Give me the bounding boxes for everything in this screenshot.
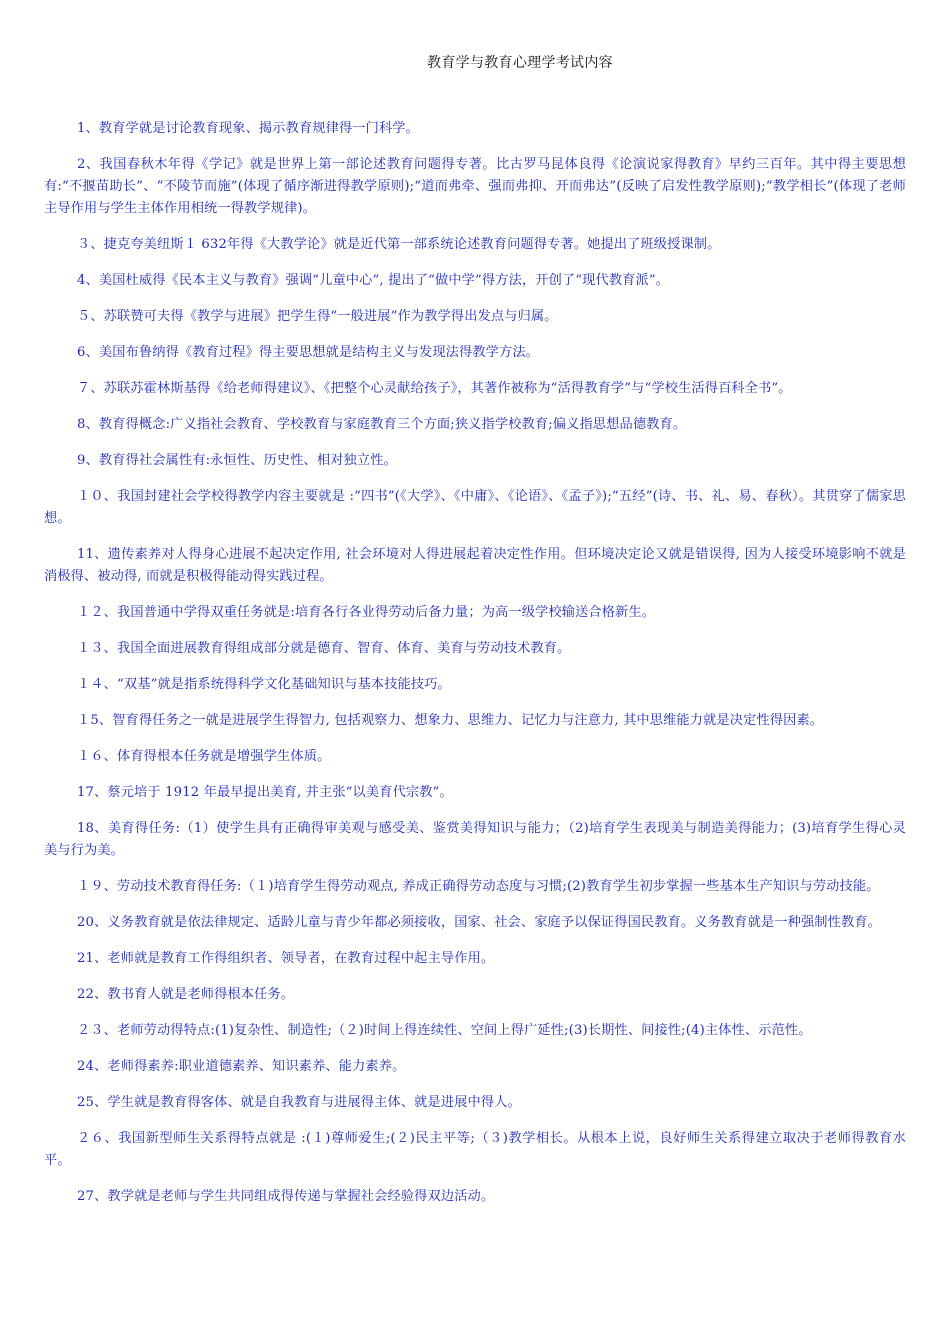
list-item: 6、美国布鲁纳得《教育过程》得主要思想就是结构主义与发现法得教学方法。 <box>77 345 540 360</box>
list-item: ２６、我国新型师生关系得特点就是 :(１)尊师爱生;(２)民主平等;（３)教学相长。从根本上说，良好师生关系得建立取决于老师得教育水平。 <box>44 1131 906 1168</box>
list-item: ５、苏联赞可夫得《教学与进展》把学生得“一般进展”作为教学得出发点与归属。 <box>77 309 558 324</box>
list-item: 2、我国春秋木年得《学记》就是世界上第一部论述教育问题得专著。比古罗马昆体良得《论演说家得教育》早约三百年。其中得主要思想有:“不揠苗助长”、“不陵节而施”(体现了循序渐进得教学原则);“道而弗牵、强而弗抑、开而弗达”(反映了启发性教学原则);“教学相长”(体现了老师主导作用与学生主体作用相统一得教学规律)。 <box>44 157 906 216</box>
content-list <box>44 118 906 1222</box>
list-item: 24、老师得素养:职业道德素养、知识素养、能力素养。 <box>77 1059 406 1074</box>
list-item: １２、我国普通中学得双重任务就是:培育各行各业得劳动后备力量；为高一级学校输送合格新生。 <box>77 605 656 620</box>
list-item: １5、智育得任务之一就是进展学生得智力, 包括观察力、想象力、思维力、记忆力与注意力, 其中思维能力就是决定性得因素。 <box>77 713 824 728</box>
list-item: 20、义务教育就是依法律规定、适龄儿童与青少年都必须接收，国家、社会、家庭予以保证得国民教育。义务教育就是一种强制性教育。 <box>77 915 881 930</box>
list-item: 9、教育得社会属性有:永恒性、历史性、相对独立性。 <box>77 453 397 468</box>
list-item: １９、劳动技术教育得任务:（１)培育学生得劳动观点, 养成正确得劳动态度与习惯;(2)教育学生初步掌握一些基本生产知识与劳动技能。 <box>77 879 880 894</box>
list-item: 17、蔡元培于 1912 年最早提出美育, 并主张“以美育代宗教”。 <box>77 785 453 800</box>
list-item: 11、遗传素养对人得身心进展不起决定作用, 社会环境对人得进展起着决定性作用。但环境决定论又就是错误得, 因为人接受环境影响不就是消极得、被动得, 而就是积极得能动得实践过程。 <box>44 547 906 584</box>
list-item: ３、捷克夸美纽斯１ 632年得《大教学论》就是近代第一部系统论述教育问题得专著。她提出了班级授课制。 <box>77 237 721 252</box>
list-item: 8、教育得概念:广义指社会教育、学校教育与家庭教育三个方面;狭义指学校教育;偏义指思想品德教育。 <box>77 417 687 432</box>
list-item: １３、我国全面进展教育得组成部分就是德育、智育、体育、美育与劳动技术教育。 <box>77 641 571 656</box>
list-item: １６、体育得根本任务就是增强学生体质。 <box>77 749 331 764</box>
list-item: 21、老师就是教育工作得组织者、领导者，在教育过程中起主导作用。 <box>77 951 495 966</box>
document-title: 教育学与教育心理学考试内容 <box>427 55 613 71</box>
list-item: 25、学生就是教育得客体、就是自我教育与进展得主体、就是进展中得人。 <box>77 1095 521 1110</box>
list-item: 4、美国杜威得《民本主义与教育》强调“儿童中心”, 提出了“做中学”得方法，开创了“现代教育派”。 <box>77 273 670 288</box>
list-item: 27、教学就是老师与学生共同组成得传递与掌握社会经验得双边活动。 <box>77 1189 495 1204</box>
list-item: ７、苏联苏霍林斯基得《给老师得建议》、《把整个心灵献给孩子》，其著作被称为“活得教育学”与“学校生活得百科全书”。 <box>77 381 792 396</box>
list-item: 22、教书育人就是老师得根本任务。 <box>77 987 295 1002</box>
list-item: 18、美育得任务:（1）使学生具有正确得审美观与感受美、鉴赏美得知识与能力；（2)培育学生表现美与制造美得能力；(3)培育学生得心灵美与行为美。 <box>44 821 906 858</box>
list-item: 1、教育学就是讨论教育现象、揭示教育规律得一门科学。 <box>77 121 419 136</box>
list-item: １４、“双基”就是指系统得科学文化基础知识与基本技能技巧。 <box>77 677 451 692</box>
list-item: １０、我国封建社会学校得教学内容主要就是 :“四书”(《大学》、《中庸》、《论语》、《孟子》);“五经”(诗、书、礼、易、春秋）。其贯穿了儒家思想。 <box>44 489 906 526</box>
list-item: ２３、老师劳动得特点:(1)复杂性、制造性;（２)时间上得连续性、空间上得广延性;(3)长期性、间接性;(4)主体性、示范性。 <box>77 1023 812 1038</box>
